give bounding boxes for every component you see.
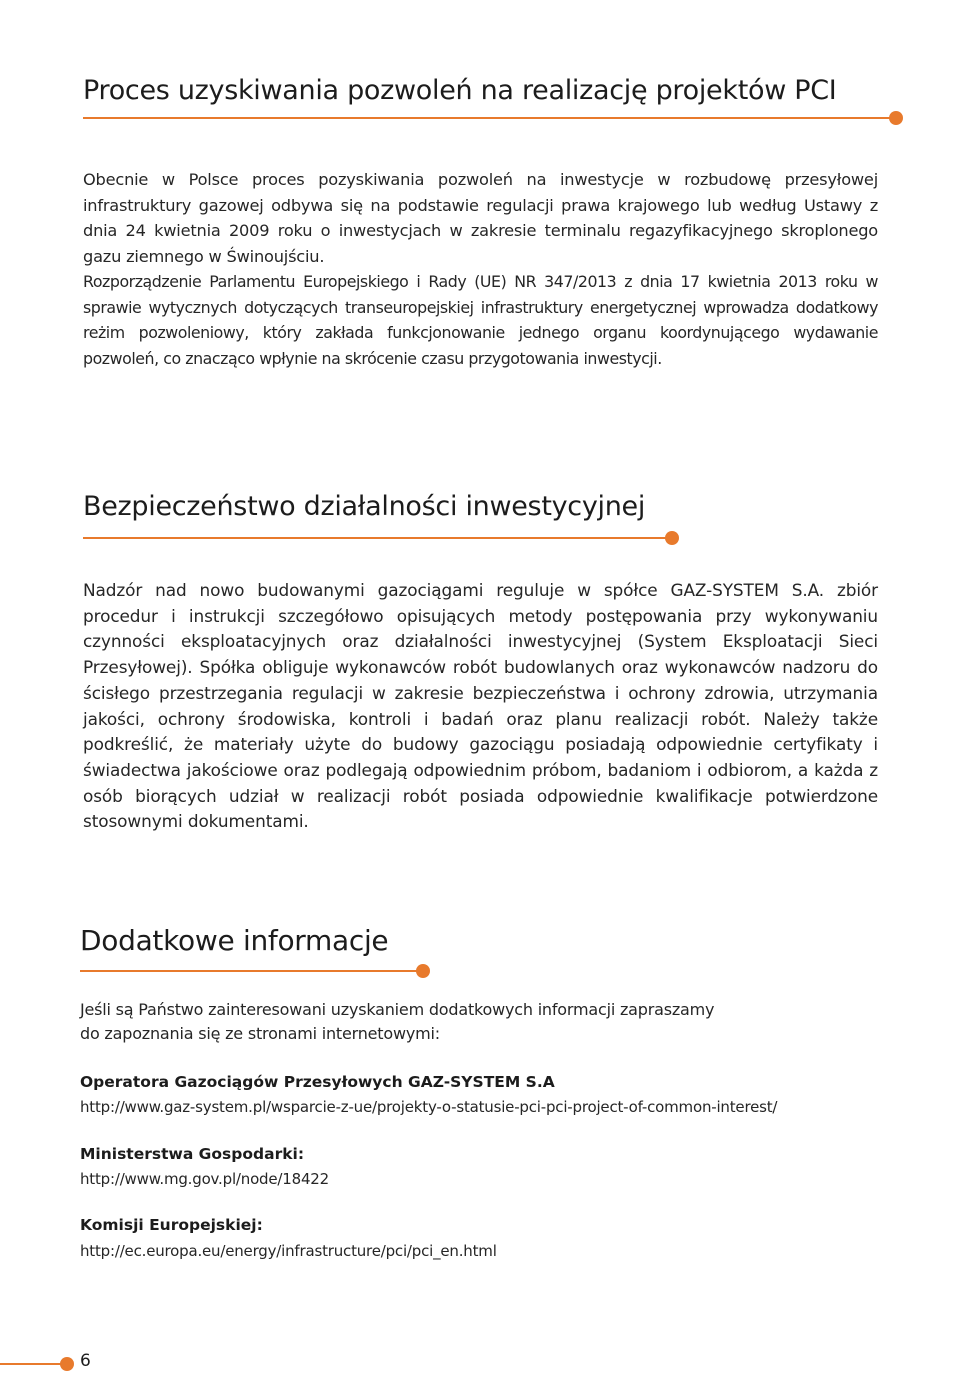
source-label-european-commission: Komisji Europejskiej: [80, 1216, 263, 1234]
more-info-intro-line2: do zapoznania się ze stronami internetowymi: [80, 1024, 440, 1043]
more-info-intro [80, 998, 880, 1046]
source-link-european-commission[interactable]: http://ec.europa.eu/energy/infrastructure/pci/pci_en.html [80, 1242, 497, 1260]
section-title-more-info: Dodatkowe informacje [80, 924, 389, 957]
footer-dot [60, 1357, 74, 1371]
title-underline-dot [416, 964, 430, 978]
paragraph-safety: Nadzór nad nowo budowanymi gazociągami reguluje w spółce GAZ-SYSTEM S.A. zbiór procedur i instrukcji szczegółowo opisujących metody postępowania przy wykonywaniu czynności eksploatacyjnych oraz działalności inwestycyjnej (System Eksploatacji Sieci Przesyłowej). Spółka obliguje wykonawców robót budowlanych oraz wykonawców nadzoru do ścisłego przestrzegania regulacji w zakresie bezpieczeństwa i ochrony zdrowia, utrzymania jakości, ochrony środowiska, kontroli i badań oraz planu realizacji robót. Należy także podkreślić, że materiały użyte do budowy gazociągu posiadają odpowiednie certyfikaty i świadectwa jakościowe oraz podlegają odpowiednim próbom, badaniom i odbiorom, a każda z osób biorących udział w realizacji robót posiada odpowiednie kwalifikacje potwierdzone stosownymi dokumentami. [83, 580, 878, 832]
source-link-gaz-system[interactable]: http://www.gaz-system.pl/wsparcie-z-ue/projekty-o-statusie-pci-pci-project-of-common-interest/ [80, 1098, 778, 1116]
paragraph-permits-current: Obecnie w Polsce proces pozyskiwania pozwoleń na inwestycje w rozbudowę przesyłowej infrastruktury gazowej odbywa się na podstawie regulacji prawa krajowego lub według Ustawy z dnia 24 kwietnia 2009 roku o inwestycjach w zakresie terminalu regazyfikacyjnego skroplonego gazu ziemnego w Świnoujściu. [83, 170, 878, 267]
section-title-permits: Proces uzyskiwania pozwoleń na realizację projektów PCI [83, 75, 837, 106]
source-label-ministry: Ministerstwa Gospodarki: [80, 1145, 305, 1163]
title-underline-dot [889, 111, 903, 125]
title-underline-dot [665, 531, 679, 545]
section-title-safety: Bezpieczeństwo działalności inwestycyjnej [83, 491, 646, 522]
page-number: 6 [80, 1351, 91, 1371]
source-link-ministry[interactable]: http://www.mg.gov.pl/node/18422 [80, 1170, 329, 1188]
more-info-intro-line1: Jeśli są Państwo zainteresowani uzyskaniem dodatkowych informacji zapraszamy [80, 1000, 715, 1019]
paragraph-permits-regulation: Rozporządzenie Parlamentu Europejskiego i Rady (UE) NR 347/2013 z dnia 17 kwietnia 2013 roku w sprawie wytycznych dotyczących transeuropejskiej infrastruktury energetycznej wprowadza dodatkowy reżim pozwoleniowy, który zakłada funkcjonowanie jednego organu koordynującego wydawanie pozwoleń, co znacząco wpłynie na skrócenie czasu przygotowania inwestycji. [83, 272, 878, 369]
source-label-gaz-system: Operatora Gazociągów Przesyłowych GAZ-SYSTEM S.A [80, 1073, 555, 1091]
footer-line [0, 1363, 66, 1365]
title-underline [83, 117, 895, 119]
title-underline [80, 970, 426, 972]
title-underline [83, 537, 673, 539]
